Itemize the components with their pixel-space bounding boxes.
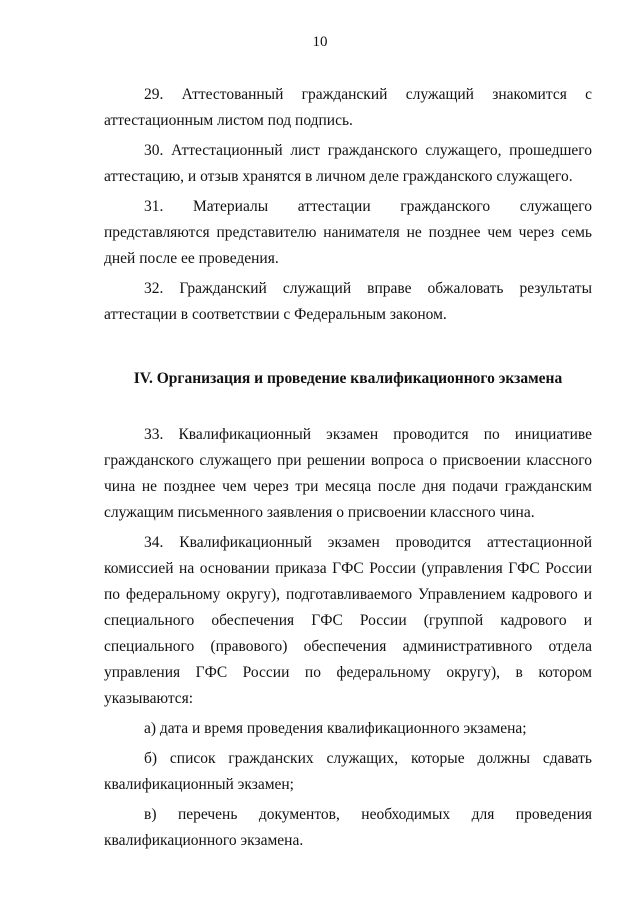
list-item-a: а) дата и время проведения квалификационного экзамена; [144,720,527,737]
section-heading: IV. Организация и проведение квалификационного экзамена [133,370,563,387]
paragraph-31: 31. Материалы аттестации гражданского служащего представляются представителю нанимателя не позднее чем через семь дней после ее проведения. [104,198,592,267]
document-body [104,82,592,858]
paragraph-32: 32. Гражданский служащий вправе обжаловать результаты аттестации в соответствии с Федеральным законом. [104,280,592,323]
list-item-b: б) список гражданских служащих, которые должны сдавать квалификационный экзамен; [104,750,592,793]
list-item-c: в) перечень документов, необходимых для проведения квалификационного экзамена. [104,806,592,849]
paragraph-34: 34. Квалификационный экзамен проводится аттестационной комиссией на основании приказа ГФС России (управления ГФС России по федеральному округу), подготавливаемого Управлением кадрового и специального обеспечения ГФС России (группой кадрового и специального (правового) обеспечения административного отдела управления ГФС России по федеральному округу), в котором указываются: [104,534,592,707]
paragraph-30: 30. Аттестационный лист гражданского служащего, прошедшего аттестацию, и отзыв хранятся в личном деле гражданского служащего. [104,142,592,185]
page-number: 10 [312,34,328,50]
paragraph-29: 29. Аттестованный гражданский служащий знакомится с аттестационным листом под подпись. [104,86,592,129]
paragraph-33: 33. Квалификационный экзамен проводится по инициативе гражданского служащего при решении вопроса о присвоении классного чина не позднее чем через три месяца после дня подачи гражданским служащим письменного заявления о присвоении классного чина. [104,426,592,521]
